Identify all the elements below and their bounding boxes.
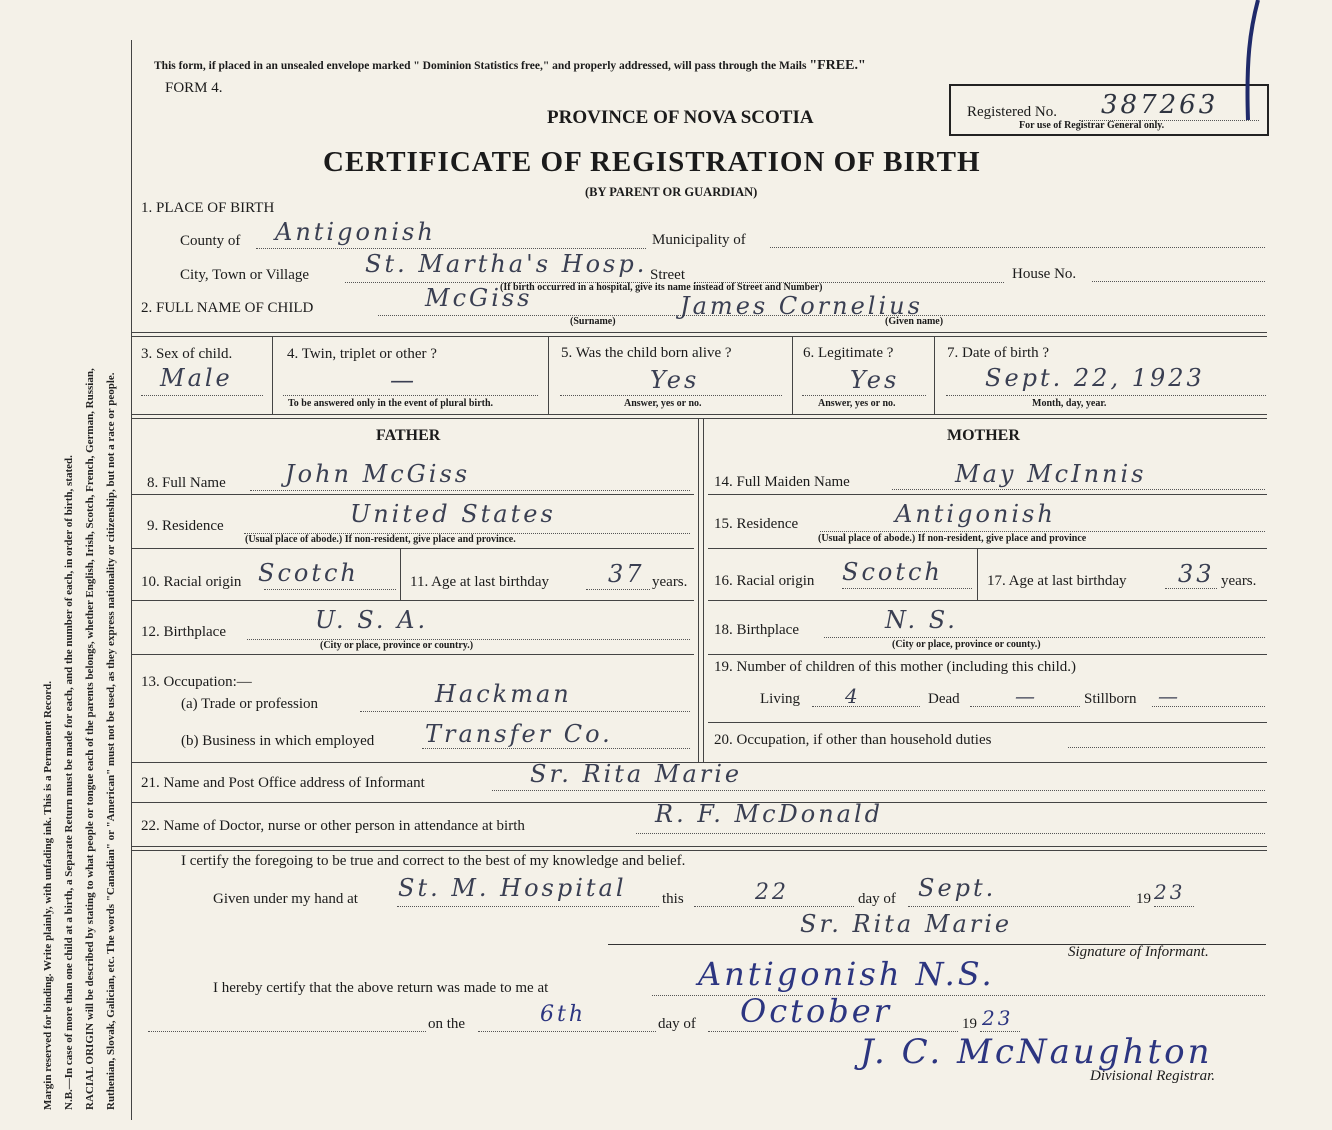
informant-label: 21. Name and Post Office address of Informant — [141, 775, 425, 791]
legitimate-note: Answer, yes or no. — [818, 398, 896, 409]
twin-value: — — [390, 366, 417, 394]
certify-dayof-label: day of — [858, 891, 896, 907]
given-place-value: St. M. Hospital — [398, 874, 627, 902]
father-residence-value: United States — [350, 500, 556, 528]
mother-name-label: 14. Full Maiden Name — [714, 474, 850, 490]
given-under-label: Given under my hand at — [213, 891, 358, 907]
mother-age-years: years. — [1221, 573, 1257, 589]
twin-label: 4. Twin, triplet or other ? — [287, 346, 437, 362]
mother-age-label: 17. Age at last birthday — [987, 573, 1127, 589]
child-given-name: James Cornelius — [680, 292, 923, 320]
doctor-label: 22. Name of Doctor, nurse or other person in attendance at birth — [141, 818, 525, 834]
twin-note: To be answered only in the event of plural birth. — [288, 398, 494, 409]
certify-year-value: 23 — [1154, 880, 1186, 904]
child-surname: McGiss — [425, 284, 533, 312]
certify-year-prefix: 19 — [1136, 891, 1151, 907]
this-label: this — [662, 891, 684, 907]
mother-race-label: 16. Racial origin — [714, 573, 815, 589]
business-value: Transfer Co. — [425, 720, 613, 748]
municipality-label: Municipality of — [652, 232, 746, 248]
father-race-label: 10. Racial origin — [141, 574, 242, 590]
dob-label: 7. Date of birth ? — [947, 345, 1050, 361]
registrar-dayof-label: day of — [658, 1016, 696, 1032]
place-heading: 1. PLACE OF BIRTH — [141, 200, 275, 216]
mother-residence-note: (Usual place of abode.) If non-resident, give place and province — [818, 533, 1087, 544]
registration-label: Registered No. — [967, 104, 1057, 120]
mother-residence-label: 15. Residence — [714, 516, 799, 532]
registrar-on-label: on the — [428, 1016, 466, 1032]
registration-box — [949, 84, 1269, 136]
registrar-signature: J. C. McNaughton — [860, 1032, 1213, 1072]
informant-signature: Sr. Rita Marie — [800, 910, 1013, 938]
doctor-value: R. F. McDonald — [655, 800, 884, 828]
certify-day-value: 22 — [755, 880, 789, 905]
given-name-note: (Given name) — [885, 316, 944, 327]
registrar-statement: I hereby certify that the above return was made to me at — [213, 980, 549, 996]
father-age-years: years. — [652, 574, 688, 590]
mother-name-value: May McInnis — [955, 460, 1147, 488]
sex-label: 3. Sex of child. — [141, 346, 233, 362]
father-occupation-label: 13. Occupation:— — [141, 674, 252, 690]
legitimate-label: 6. Legitimate ? — [803, 345, 894, 361]
trade-value: Hackman — [435, 680, 572, 708]
registrar-day-value: 6th — [540, 1002, 587, 1027]
registration-note: For use of Registrar General only. — [1019, 120, 1165, 131]
certify-month-value: Sept. — [918, 874, 997, 902]
mother-birthplace-note: (City or place, province or county.) — [892, 639, 1041, 650]
page-title: CERTIFICATE OF REGISTRATION OF BIRTH — [323, 146, 981, 178]
registrar-month-value: October — [740, 992, 892, 1030]
registrar-year-prefix: 19 — [962, 1016, 977, 1032]
father-residence-label: 9. Residence — [147, 518, 224, 534]
certify-statement: I certify the foregoing to be true and correct to the best of my knowledge and belief. — [181, 853, 686, 869]
dead-value: — — [1015, 684, 1038, 708]
father-birthplace-note: (City or place, province or country.) — [320, 640, 474, 651]
mother-heading: MOTHER — [947, 427, 1020, 444]
surname-note: (Surname) — [570, 316, 616, 327]
registrar-year-value: 23 — [982, 1006, 1014, 1030]
hospital-note: (If birth occurred in a hospital, give its name instead of Street and Number) — [500, 282, 823, 293]
house-label: House No. — [1012, 266, 1077, 282]
living-value: 4 — [845, 684, 861, 708]
margin-note-1: Margin reserved for binding. Write plainly, with unfading ink. This is a Permanent Record. — [42, 681, 54, 1110]
registration-number: 387263 — [1101, 90, 1219, 120]
informant-signature-label: Signature of Informant. — [1068, 944, 1209, 960]
sex-value: Male — [160, 364, 233, 392]
mother-age-value: 33 — [1178, 560, 1215, 588]
legitimate-value: Yes — [850, 366, 900, 394]
province-heading: PROVINCE OF NOVA SCOTIA — [547, 107, 814, 128]
city-value: St. Martha's Hosp. — [365, 250, 648, 278]
father-name-label: 8. Full Name — [147, 475, 226, 491]
postal-note: This form, if placed in an unsealed envelope marked " Dominion Statistics free," and properly addressed, will pass through the Mails "FREE." — [154, 58, 866, 73]
street-label: Street — [650, 267, 685, 283]
mother-residence-value: Antigonish — [895, 500, 1056, 528]
dead-label: Dead — [928, 691, 960, 707]
stillborn-label: Stillborn — [1084, 691, 1137, 707]
alive-note: Answer, yes or no. — [624, 398, 702, 409]
margin-note-4: Ruthenian, Slovak, Galician, etc. The words "Canadian" or "American" must not be used, as they express nationality or citizenship, but not a race or people. — [105, 372, 117, 1110]
father-birthplace-value: U. S. A. — [315, 606, 429, 634]
alive-value: Yes — [650, 366, 700, 394]
father-name-value: John McGiss — [285, 460, 471, 488]
children-label: 19. Number of children of this mother (including this child.) — [714, 659, 1077, 675]
form-number: FORM 4. — [165, 80, 223, 96]
county-value: Antigonish — [275, 218, 436, 246]
father-birthplace-label: 12. Birthplace — [141, 624, 226, 640]
father-residence-note: (Usual place of abode.) If non-resident, give place and province. — [245, 534, 516, 545]
living-label: Living — [760, 691, 800, 707]
dob-note: Month, day, year. — [1032, 398, 1107, 409]
father-age-label: 11. Age at last birthday — [410, 574, 549, 590]
ink-stroke-mark — [1228, 0, 1268, 130]
business-label: (b) Business in which employed — [181, 733, 375, 749]
mother-birthplace-value: N. S. — [885, 606, 958, 634]
mother-race-value: Scotch — [842, 558, 943, 586]
county-label: County of — [180, 233, 241, 249]
city-label: City, Town or Village — [180, 267, 310, 283]
margin-notes — [38, 40, 128, 1110]
alive-label: 5. Was the child born alive ? — [561, 345, 732, 361]
father-heading: FATHER — [376, 427, 441, 444]
margin-note-2: N.B.—In case of more than one child at a birth, a Separate Return must be made for each, and the number of each, in order of birth, stated. — [63, 455, 75, 1110]
stillborn-value: — — [1158, 684, 1181, 708]
page-subtitle: (BY PARENT OR GUARDIAN) — [585, 185, 758, 199]
mother-birthplace-label: 18. Birthplace — [714, 622, 799, 638]
mother-occupation-label: 20. Occupation, if other than household duties — [714, 732, 992, 748]
child-name-label: 2. FULL NAME OF CHILD — [141, 300, 314, 316]
dob-value: Sept. 22, 1923 — [985, 364, 1205, 392]
trade-label: (a) Trade or profession — [181, 696, 319, 712]
registrar-place-value: Antigonish N.S. — [698, 955, 995, 993]
father-age-value: 37 — [608, 560, 645, 588]
informant-value: Sr. Rita Marie — [530, 760, 743, 788]
registrar-signature-label: Divisional Registrar. — [1090, 1068, 1216, 1084]
margin-rule — [131, 40, 132, 1120]
margin-note-3: RACIAL ORIGIN will be described by stating to what people or tongue each of the parents belongs, whether English, Irish, Scotch, French, German, Russian, — [84, 368, 96, 1110]
father-race-value: Scotch — [258, 559, 359, 587]
